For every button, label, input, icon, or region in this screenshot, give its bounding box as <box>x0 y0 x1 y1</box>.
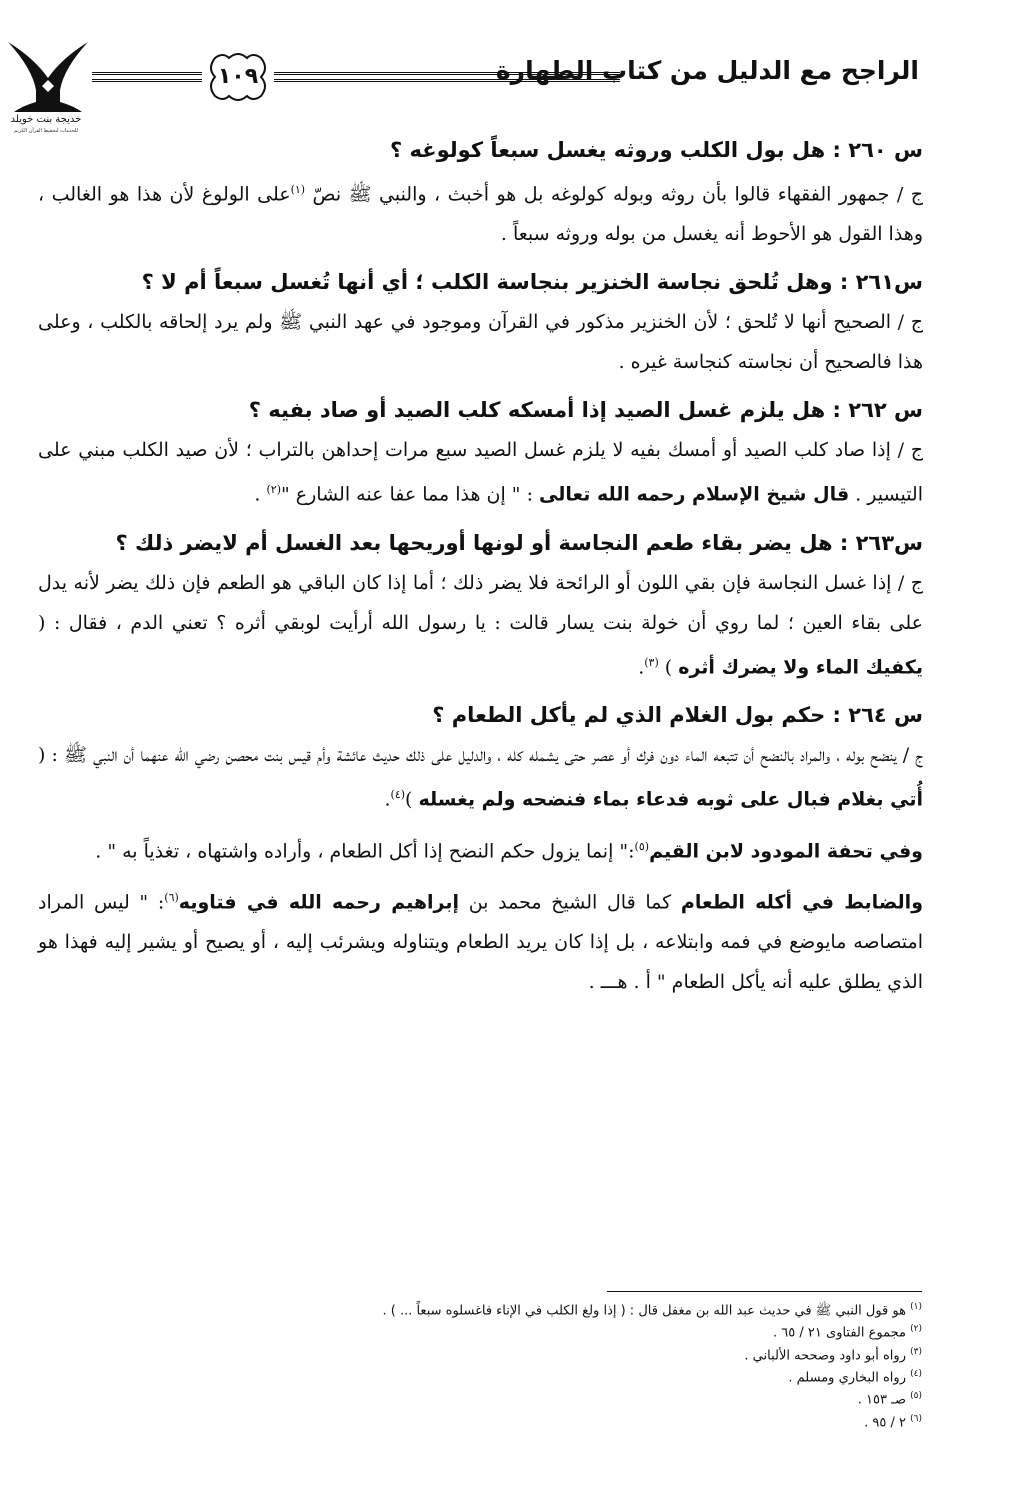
footnote-text: مجموع الفتاوى ٢١ / ٦٥ . <box>773 1325 906 1341</box>
footnote-ref: (١) <box>290 183 306 196</box>
qa-block <box>38 390 923 514</box>
qa-block <box>38 695 923 819</box>
logo-subtext: للخدمات لتحفيظ القرآن الكريم <box>13 128 79 134</box>
footnote-ref: (٤) <box>390 787 406 801</box>
footnote-number: (٤) <box>910 1368 922 1379</box>
footnote-ref: (٢) <box>266 483 282 497</box>
answer <box>38 563 923 687</box>
body-text: . <box>254 483 267 506</box>
footnote-ref: (٣) <box>644 655 659 669</box>
extra-paragraph <box>38 827 923 871</box>
footnote-separator <box>607 1291 922 1292</box>
emphasis-text: وفي تحفة المودود لابن القيم <box>649 840 923 863</box>
footnote-number: (٦) <box>910 1413 922 1424</box>
answer <box>38 430 923 514</box>
main-content <box>38 130 923 1008</box>
footnote <box>322 1343 922 1365</box>
body-text: : " ليس المراد امتصاصه مايوضع في فمه وابتلاعه ، بل إذا كان يريد الطعام ويتناوله ويشرئب إليه ، أو يصيح أو يشير إليه فهذا هو الذي يطلق عليه أنه يأكل الطعام " أ . هـــ . <box>38 890 923 993</box>
footnote <box>322 1298 922 1320</box>
body-text: ) <box>658 655 679 678</box>
body-text: على الولوغ لأن هذا هو الغالب ، وهذا القول هو الأحوط أنه يغسل من بوله وروثه سبعاً . <box>38 183 923 246</box>
footnote-ref: (٥) <box>634 840 650 854</box>
question: س ٢٦٤ : حكم بول الغلام الذي لم يأكل الطعام ؟ <box>432 702 923 727</box>
body-text: . <box>384 788 391 811</box>
footnote-text: ٢ / ٩٥ . <box>864 1414 906 1430</box>
body-text: :" إنما يزول حكم النضح إذا أكل الطعام ، وأراده واشتهاه ، تغذياً به " . <box>95 840 635 863</box>
footnote-number: (٣) <box>910 1346 922 1357</box>
footnote-ref: (٦) <box>164 890 179 904</box>
footnotes <box>322 1298 922 1432</box>
page-number-frame <box>205 50 271 104</box>
footnote-text: رواه البخاري ومسلم . <box>788 1370 906 1386</box>
question: س٢٦٣ : هل يضر بقاء طعم النجاسة أو لونها أوريحها بعد الغسل أم لايضر ذلك ؟ <box>115 530 923 555</box>
body-text: ج / الصحيح أنها لا تُلحق ؛ لأن الخنزير مذكور في القرآن وموجود في عهد النبي ﷺ ولم يرد إلحاقه بالكلب ، وعلى هذا فالصحيح أن نجاسته كنجاسة غيره . <box>38 311 923 374</box>
body-text: ) <box>405 788 419 811</box>
footnote <box>322 1387 922 1409</box>
question: س٢٦١ : وهل تُلحق نجاسة الخنزير بنجاسة الكلب ؛ أي أنها تُغسل سبعاً أم لا ؟ <box>141 270 923 295</box>
extra-paragraph <box>38 878 923 1002</box>
emphasis-text: إبراهيم رحمه الله في فتاويه <box>178 890 460 913</box>
question: س ٢٦٢ : هل يلزم غسل الصيد إذا أمسكه كلب الصيد أو صاد بفيه ؟ <box>248 398 923 423</box>
body-text: ج / ينضح بوله ، والمراد بالنضح أن تتبعه الماء دون فرك أو عصر حتى يشمله كله ، والدليل على ذلك حديث عائشة وأم قيس بنت محصن رضي الله عنهما أن النبي ﷺ : ( <box>38 743 923 766</box>
logo-icon <box>2 28 94 124</box>
footnote-number: (٥) <box>910 1391 922 1402</box>
book-title: الراجح مع الدليل من كتاب الطهارة <box>495 56 919 85</box>
emphasis-text: والضابط في أكله الطعام <box>680 890 923 913</box>
logo-text: خديجة بنت خويلد <box>10 114 82 125</box>
footnote <box>322 1365 922 1387</box>
body-text: . <box>638 655 645 678</box>
page-number: ١٠٩ <box>217 64 259 89</box>
footnote-number: (٢) <box>910 1324 922 1335</box>
qa-block <box>38 523 923 687</box>
footnote <box>322 1320 922 1342</box>
footnote-number: (١) <box>910 1302 922 1312</box>
answer <box>38 170 923 254</box>
emphasis-text: أُتي بغلام فبال على ثوبه فدعاء بماء فنضحه ولم يغسله <box>418 788 923 811</box>
footnote-text: صـ ١٥٣ . <box>857 1392 906 1408</box>
qa-block <box>38 262 923 382</box>
emphasis-text: يكفيك الماء ولا يضرك أثره <box>678 655 923 678</box>
answer <box>38 735 923 819</box>
body-text: ج / إذا صاد كلب الصيد أو أمسك بفيه لا يلزم غسل الصيد سبع مرات إحداهن بالتراب ؛ لأن صيد الكلب مبني على التيسير . <box>38 439 923 506</box>
footnote <box>322 1410 922 1432</box>
footnote-text: هو قول النبي ﷺ في حديث عبد الله بن مغفل قال : ( إذا ولغ الكلب في الإناء فاغسلوه سبعاً ... ) . <box>382 1303 906 1319</box>
footnote-text: رواه أبو داود وصححه الألباني . <box>744 1347 906 1363</box>
body-text: كما قال الشيخ محمد بن <box>459 890 681 913</box>
body-text: : " إن هذا مما عفا عنه الشارع " <box>281 483 540 506</box>
question: س ٢٦٠ : هل بول الكلب وروثه يغسل سبعاً كولوغه ؟ <box>390 138 923 162</box>
page-header <box>0 28 1027 138</box>
answer <box>38 302 923 382</box>
header-rule-left <box>92 72 202 82</box>
emphasis-text: قال شيخ الإسلام رحمه الله تعالى <box>539 483 850 506</box>
body-text: ج / إذا غسل النجاسة فإن بقي اللون أو الرائحة فلا يضر ذلك ؛ أما إذا كان الباقي هو الطعم فإن ذلك يضر لأنه يدل على بقاء العين ؛ لما روي أن خولة بنت يسار قالت : يا رسول الله أرأيت لوبقي أثره ؟ تعني الدم ، فقال : ( <box>38 571 923 634</box>
body-text: ج / جمهور الفقهاء قالوا بأن روثه وبوله كولوغه بل هو أخبث ، والنبي ﷺ نصّ <box>305 183 924 206</box>
qa-block <box>38 130 923 254</box>
